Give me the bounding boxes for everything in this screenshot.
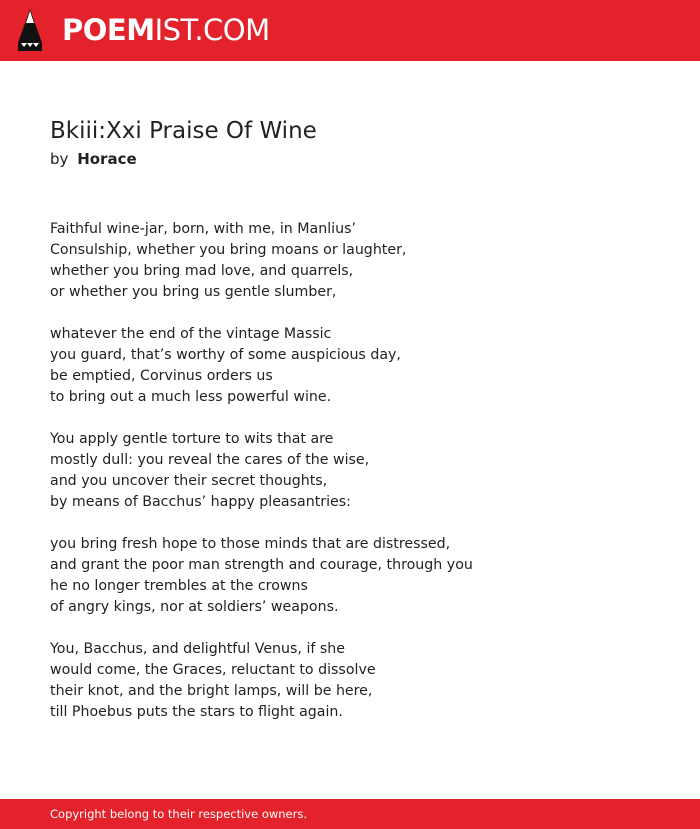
poem-line: you guard, that’s worthy of some auspicious day, <box>50 347 401 363</box>
poem-line: their knot, and the bright lamps, will be here, <box>50 683 373 699</box>
poem-line: and grant the poor man strength and courage, through you <box>50 557 473 573</box>
poem-line: and you uncover their secret thoughts, <box>50 473 328 489</box>
copyright-text: Copyright belong to their respective owners. <box>50 807 308 821</box>
poem-line: mostly dull: you reveal the cares of the wise, <box>50 452 370 468</box>
poem-line: You apply gentle torture to wits that are <box>50 431 334 447</box>
poem-line: You, Bacchus, and delightful Venus, if she <box>50 641 345 657</box>
poem-line: to bring out a much less powerful wine. <box>50 389 332 405</box>
poem-body <box>50 219 670 744</box>
poem-line: of angry kings, nor at soldiers’ weapons. <box>50 599 339 615</box>
poem-line: by means of Bacchus’ happy pleasantries: <box>50 494 351 510</box>
poem-line: you bring fresh hope to those minds that are distressed, <box>50 536 451 552</box>
poem-stanza <box>50 639 670 723</box>
poem-line: Consulship, whether you bring moans or laughter, <box>50 242 407 258</box>
poem-line: whether you bring mad love, and quarrels, <box>50 263 354 279</box>
site-header <box>0 0 700 61</box>
poem-line: till Phoebus puts the stars to flight again. <box>50 704 343 720</box>
poem-author[interactable]: Horace <box>77 150 137 168</box>
poem-line: be emptied, Corvinus orders us <box>50 368 273 384</box>
poem-stanza <box>50 534 670 618</box>
poem-stanza <box>50 429 670 513</box>
poem-line: he no longer trembles at the crowns <box>50 578 308 594</box>
logo-light-text: IST.COM <box>154 13 270 47</box>
poem-stanza <box>50 219 670 303</box>
logo-bold-text: POEM <box>62 13 155 47</box>
poem-line: Faithful wine-jar, born, with me, in Manlius’ <box>50 221 356 237</box>
poem-byline <box>50 148 137 170</box>
poem-line: would come, the Graces, reluctant to dissolve <box>50 662 376 678</box>
site-footer <box>0 799 700 829</box>
poem-line: whatever the end of the vintage Massic <box>50 326 332 342</box>
poem-line: or whether you bring us gentle slumber, <box>50 284 337 300</box>
poem-title: Bkiii:Xxi Praise Of Wine <box>50 118 317 144</box>
poem-stanza <box>50 324 670 408</box>
site-logo[interactable] <box>62 12 270 48</box>
by-label: by <box>50 150 69 168</box>
pencil-icon <box>18 9 42 51</box>
